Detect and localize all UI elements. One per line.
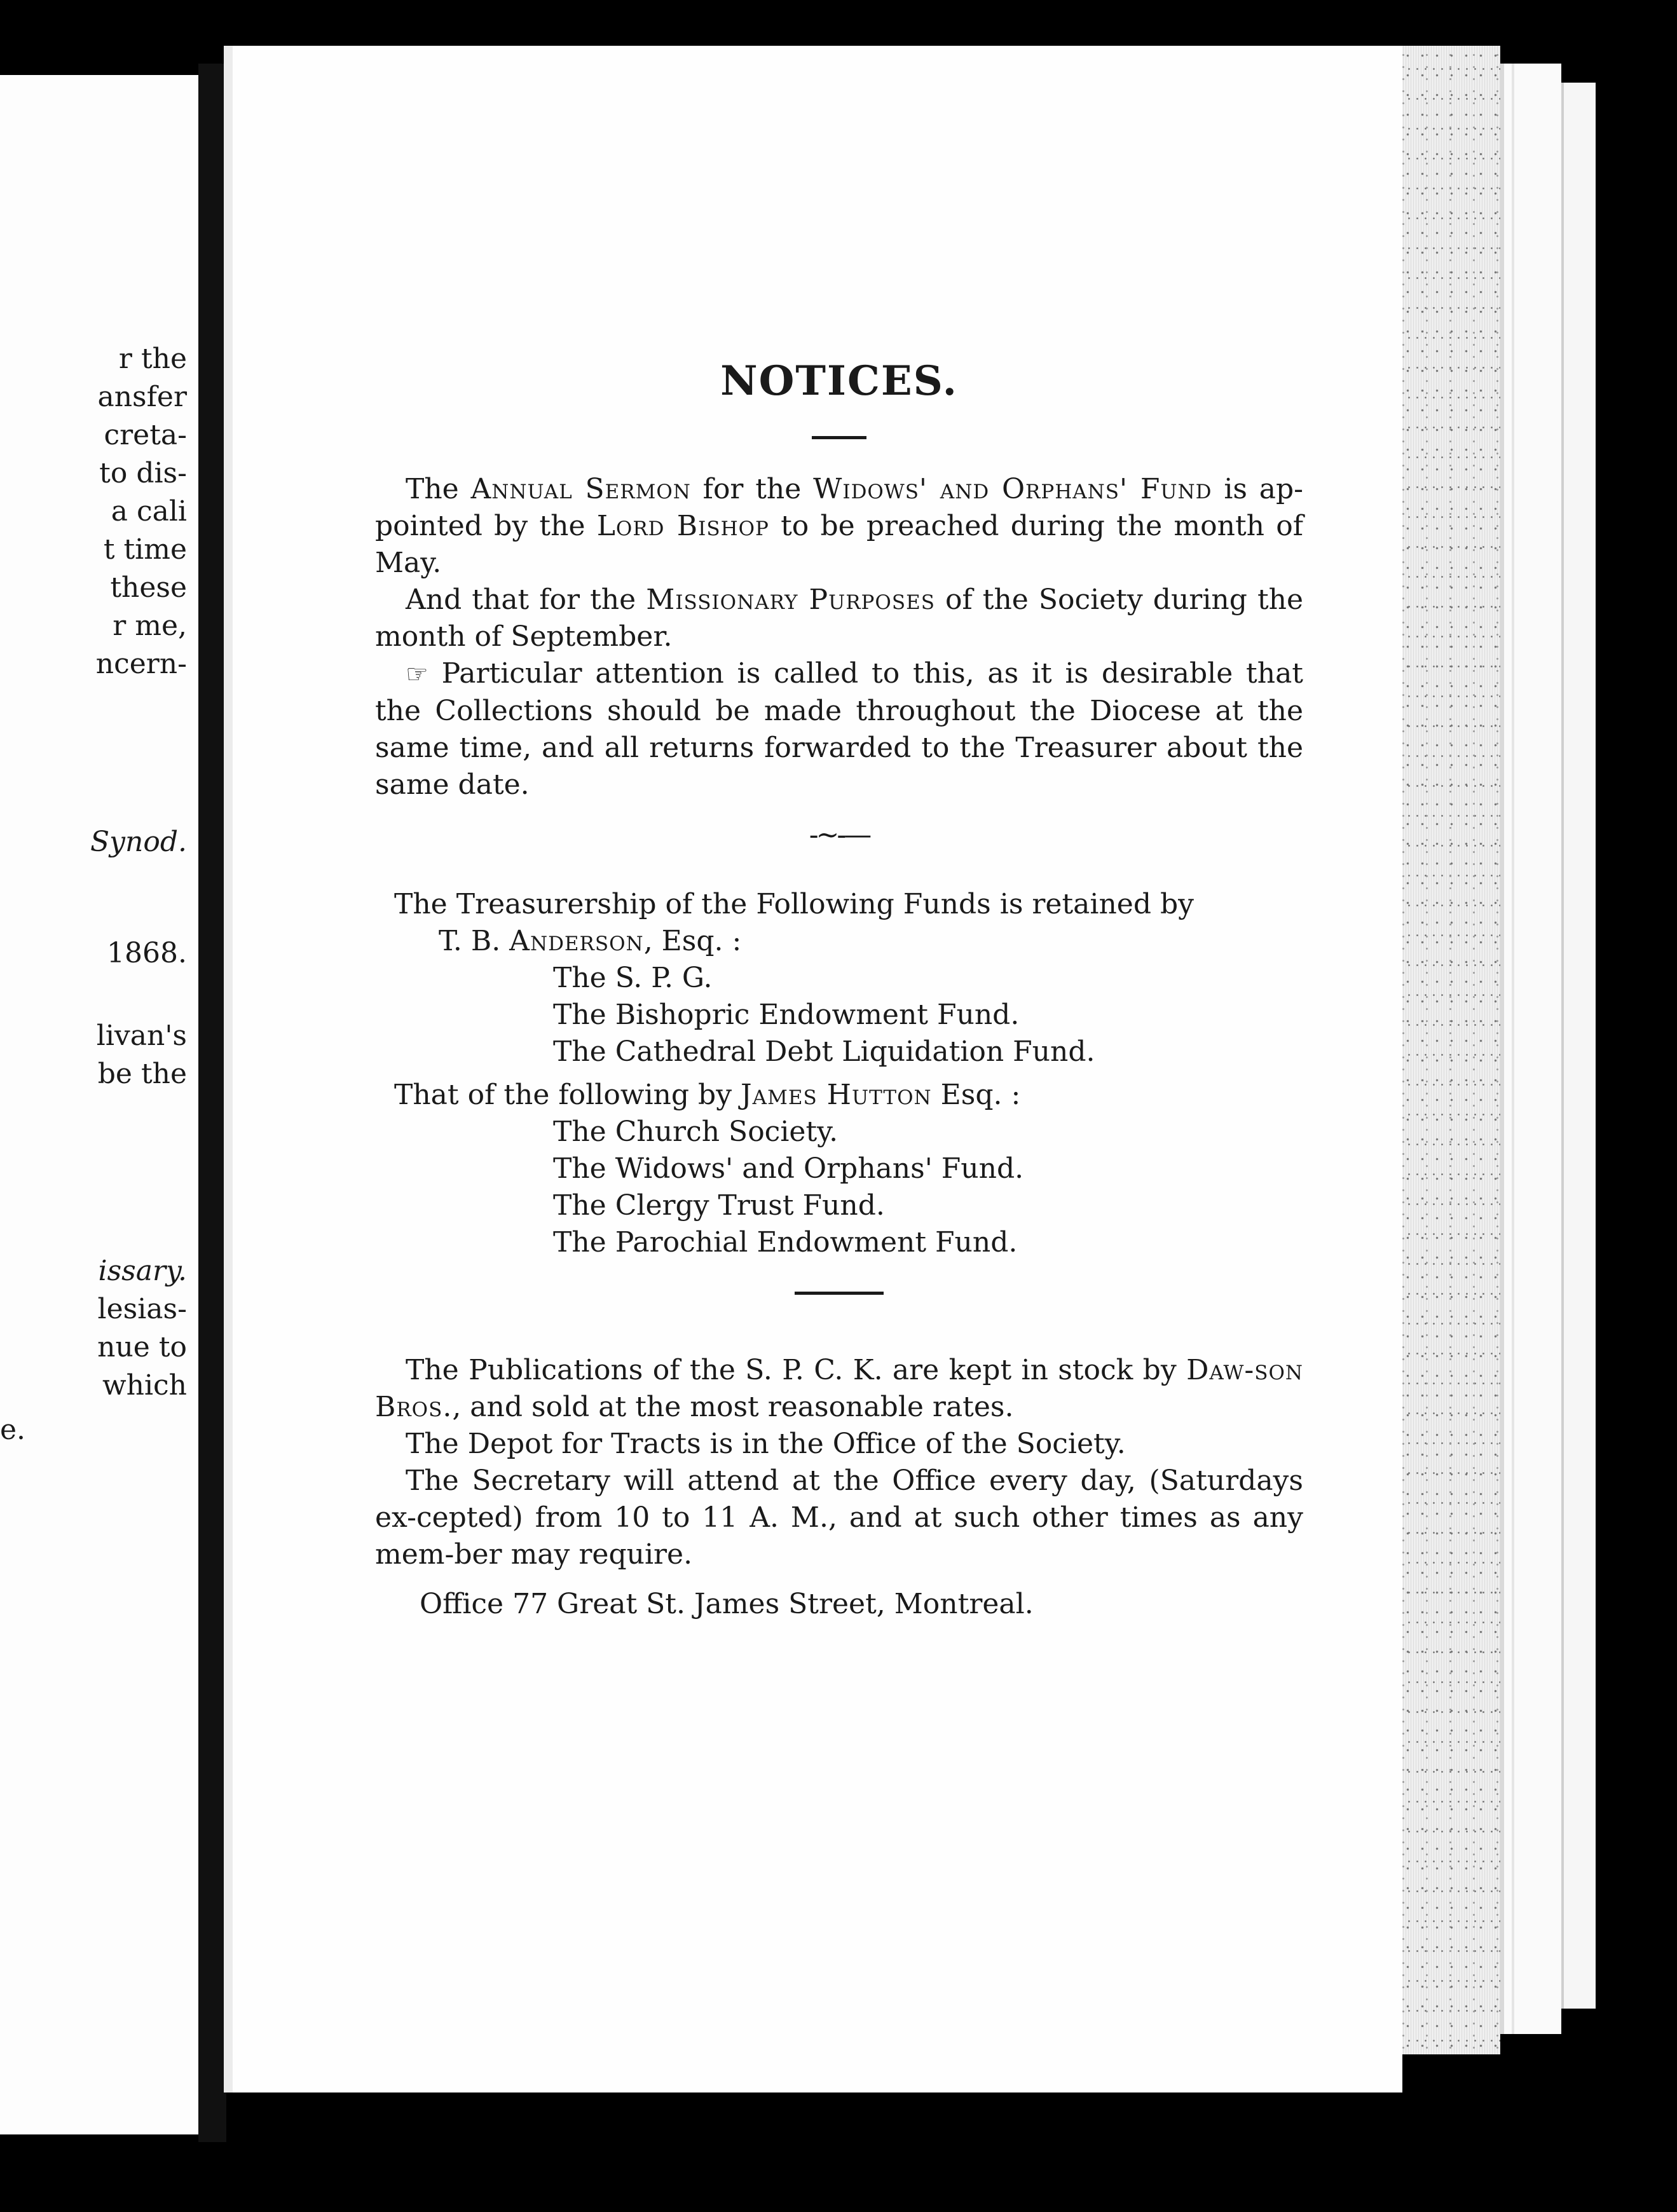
text-run: , Esq. : — [643, 925, 742, 957]
publications-paragraph — [375, 1352, 1303, 1426]
widows-fund-text: Widows' and Orphans' Fund — [813, 473, 1212, 505]
text-run: That of the following by — [394, 1079, 741, 1111]
text-run: Esq. : — [931, 1079, 1021, 1111]
office-address: Office 77 Great St. James Street, Montreal. — [420, 1588, 1034, 1620]
fund-item: The Church Society. — [553, 1116, 838, 1148]
text-run: And that for the — [406, 584, 647, 616]
text-run: is ap-pointed by the — [375, 473, 1304, 542]
page-stack-edge — [1500, 64, 1561, 2034]
left-page-fragment: 1868. — [107, 937, 187, 969]
text-run: of the Society during the month of September. — [375, 584, 1304, 653]
fund-item: The Bishopric Endowment Fund. — [553, 999, 1020, 1031]
anderson-line — [375, 923, 1303, 960]
text-run: The — [406, 473, 471, 505]
left-page-fragment: r me, — [113, 610, 187, 642]
left-page-fragment: which — [102, 1369, 187, 1402]
sermon-paragraph — [375, 471, 1303, 582]
attention-paragraph — [375, 655, 1303, 803]
depot-paragraph: The Depot for Tracts is in the Office of the Society. — [406, 1428, 1126, 1460]
ornament-divider: -~-— — [809, 819, 870, 851]
page-stack-edge — [1561, 83, 1596, 2009]
fund-item: The Clergy Trust Fund. — [553, 1189, 885, 1222]
book-gutter — [198, 64, 226, 2142]
left-page — [0, 75, 198, 2134]
annual-sermon-text: Annual Sermon — [470, 473, 691, 505]
text-run: T. B. — [439, 925, 510, 957]
left-page-fragment: lesias- — [97, 1293, 187, 1325]
text-run: The Publications of the S. P. C. K. are kept in stock by — [406, 1354, 1187, 1386]
sermon-section — [375, 471, 1303, 803]
missionary-purposes-text: Missionary Purposes — [646, 584, 935, 616]
left-page-fragment: these — [110, 571, 187, 604]
notices-text — [375, 356, 1303, 1623]
left-page-fragment: t time — [103, 533, 187, 566]
secretary-paragraph: The Secretary will attend at the Office every day, (Saturdays ex-cepted) from 10 to 11 A. M., and at such other times as any mem-ber may require. — [375, 1464, 1303, 1571]
fund-item: The S. P. G. — [553, 962, 713, 994]
left-page-fragment: Synod. — [90, 826, 187, 858]
left-page-fragment: be the — [97, 1058, 187, 1090]
pointing-hand-icon: ☞ — [406, 660, 428, 689]
fund-item: The Cathedral Debt Liquidation Fund. — [553, 1035, 1095, 1068]
divider-rule — [812, 436, 866, 439]
text-run: to be preached during the month of May. — [375, 510, 1303, 579]
lord-bishop-text: Lord Bishop — [596, 510, 769, 542]
text-run: Particular attention is called to this, as it is desirable that the Collections should be made throughout the Diocese at the same time, and all returns forwarded to the Treasurer about the same date. — [375, 657, 1303, 801]
left-page-fragment: creta- — [104, 419, 187, 451]
left-page-fragment: r the — [118, 343, 187, 375]
left-page-fragment: a cali — [111, 495, 187, 528]
divider-rule — [795, 1292, 884, 1295]
treasurership-section — [375, 886, 1303, 1261]
missionary-paragraph — [375, 582, 1303, 655]
page-title: NOTICES. — [720, 357, 958, 405]
left-page-fragment: ansfer — [97, 381, 187, 413]
left-page-fragment: ncern- — [95, 648, 187, 680]
anderson-name: Anderson — [509, 925, 644, 957]
left-page-fragment: nue to — [97, 1331, 187, 1363]
fund-item: The Widows' and Orphans' Fund. — [553, 1152, 1024, 1185]
left-page-fragment: e. — [0, 1414, 26, 1446]
page-edge-speckle — [1386, 46, 1500, 2054]
hutton-line — [375, 1077, 1303, 1114]
publications-section — [375, 1352, 1303, 1623]
hutton-name: James Hutton — [741, 1079, 932, 1111]
left-page-fragment: issary. — [98, 1255, 187, 1287]
treasurership-intro: The Treasurership of the Following Funds is retained by — [394, 888, 1194, 920]
text-run: for the — [690, 473, 814, 505]
text-run: , and sold at the most reasonable rates. — [452, 1391, 1014, 1423]
left-page-fragment: livan's — [96, 1020, 187, 1052]
dawson-bros-text: Daw-son Bros. — [375, 1354, 1303, 1423]
left-page-fragment: to dis- — [99, 457, 187, 489]
fund-item: The Parochial Endowment Fund. — [553, 1226, 1018, 1259]
